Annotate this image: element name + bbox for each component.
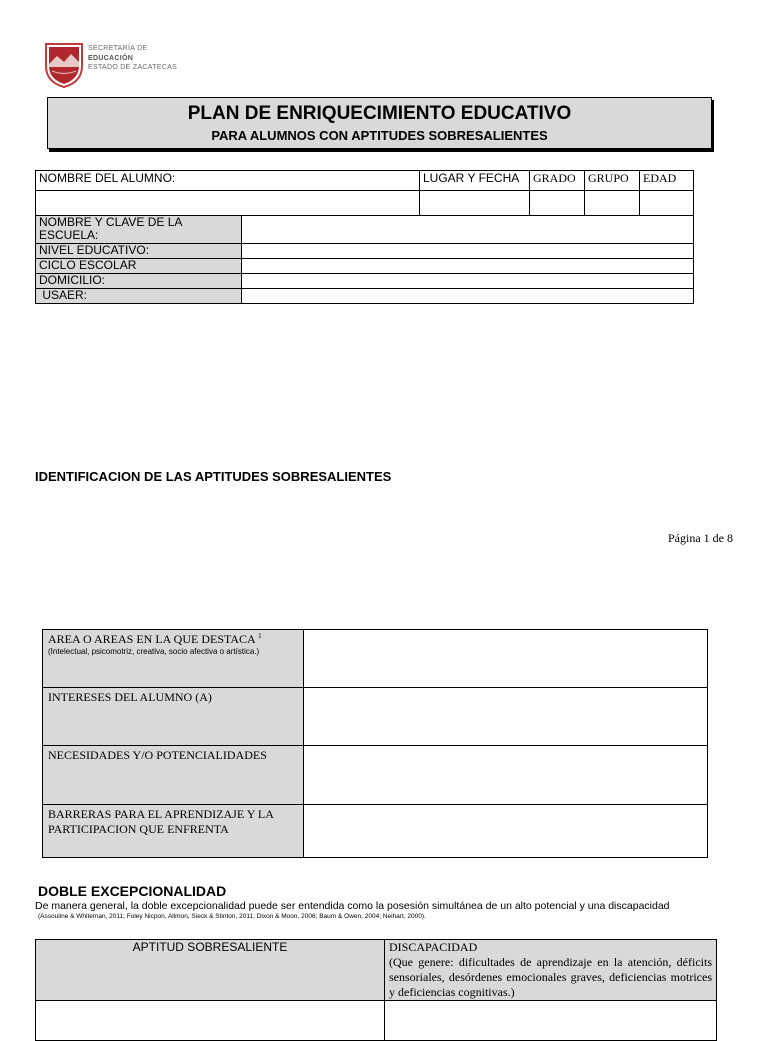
address-field[interactable] xyxy=(242,274,694,289)
grade-field[interactable] xyxy=(530,191,585,216)
label-usaer: USAER: xyxy=(36,289,242,304)
title-box xyxy=(47,97,712,149)
school-name-field[interactable] xyxy=(242,216,694,244)
student-name-field[interactable] xyxy=(36,191,420,216)
doble-description: De manera general, la doble excepcionalidad puede ser entendida como la posesión simultánea de un alto potencial y una discapacidad xyxy=(35,900,670,912)
discapacidad-title: DISCAPACIDAD xyxy=(389,940,478,954)
header-student-name: NOMBRE DEL ALUMNO: xyxy=(36,171,420,191)
label-needs: NECESIDADES Y/O POTENCIALIDADES xyxy=(43,746,304,805)
logo-text xyxy=(88,44,177,73)
header-discapacidad xyxy=(385,940,717,1001)
logo-line-2: EDUCACIÓN xyxy=(88,54,134,62)
needs-field[interactable] xyxy=(304,746,708,805)
school-info-table xyxy=(35,215,694,304)
logo-line-1: SECRETARÍA DE xyxy=(88,45,148,52)
age-field[interactable] xyxy=(640,191,694,216)
label-school-name: NOMBRE Y CLAVE DE LA ESCUELA: xyxy=(36,216,242,244)
education-level-field[interactable] xyxy=(242,244,694,259)
page-number: Página 1 de 8 xyxy=(668,531,733,545)
identification-heading: IDENTIFICACION DE LAS APTITUDES SOBRESALIENTES xyxy=(35,469,392,484)
header-grade: GRADO xyxy=(530,171,585,191)
label-address: DOMICILIO: xyxy=(36,274,242,289)
header-group: GRUPO xyxy=(585,171,640,191)
secretaria-shield-logo xyxy=(44,40,84,88)
interests-field[interactable] xyxy=(304,688,708,746)
label-areas-note: (Intelectual, psicomotriz, creativa, socio afectiva o artística.) xyxy=(48,647,260,656)
doble-heading: DOBLE EXCEPCIONALIDAD xyxy=(38,883,227,899)
student-info-table xyxy=(35,170,694,216)
label-barriers: BARRERAS PARA EL APRENDIZAJE Y LA PARTICIPACION QUE ENFRENTA xyxy=(43,805,304,858)
usaer-field[interactable] xyxy=(242,289,694,304)
doble-table xyxy=(35,939,717,1041)
discapacidad-field[interactable] xyxy=(385,1001,717,1041)
label-education-level: NIVEL EDUCATIVO: xyxy=(36,244,242,259)
label-interests: INTERESES DEL ALUMNO (A) xyxy=(43,688,304,746)
header-age: EDAD xyxy=(640,171,694,191)
header-place-date: LUGAR Y FECHA xyxy=(420,171,530,191)
page-subtitle: PARA ALUMNOS CON APTITUDES SOBRESALIENTES xyxy=(211,128,548,143)
discapacidad-note: (Que genere: dificultades de aprendizaje en la atención, déficits sensoriales, desórdenes emocionales graves, deficiencias motrices y deficiencias cognitivas.) xyxy=(389,955,712,999)
areas-field[interactable] xyxy=(304,630,708,688)
place-date-field[interactable] xyxy=(420,191,530,216)
page-title: PLAN DE ENRIQUECIMIENTO EDUCATIVO xyxy=(187,103,572,124)
barriers-field[interactable] xyxy=(304,805,708,858)
doble-references: (Assouline & Whiteman, 2011; Foley Nicpon, Allmon, Sieck & Stinton, 2011; Dixon & Moon, 2006; Baum & Owen, 2004; Neihart, 2000). xyxy=(38,913,426,920)
school-year-field[interactable] xyxy=(242,259,694,274)
header-aptitud: APTITUD SOBRESALIENTE xyxy=(36,940,385,1001)
label-areas-text: AREA O AREAS EN LA QUE DESTACA xyxy=(48,632,256,646)
label-areas xyxy=(43,630,304,688)
logo-line-3: ESTADO DE ZACATECAS xyxy=(88,64,178,71)
aptitudes-table xyxy=(42,629,708,858)
aptitud-field[interactable] xyxy=(36,1001,385,1041)
footnote-marker: 1 xyxy=(258,632,262,640)
label-school-year: CICLO ESCOLAR xyxy=(36,259,242,274)
group-field[interactable] xyxy=(585,191,640,216)
